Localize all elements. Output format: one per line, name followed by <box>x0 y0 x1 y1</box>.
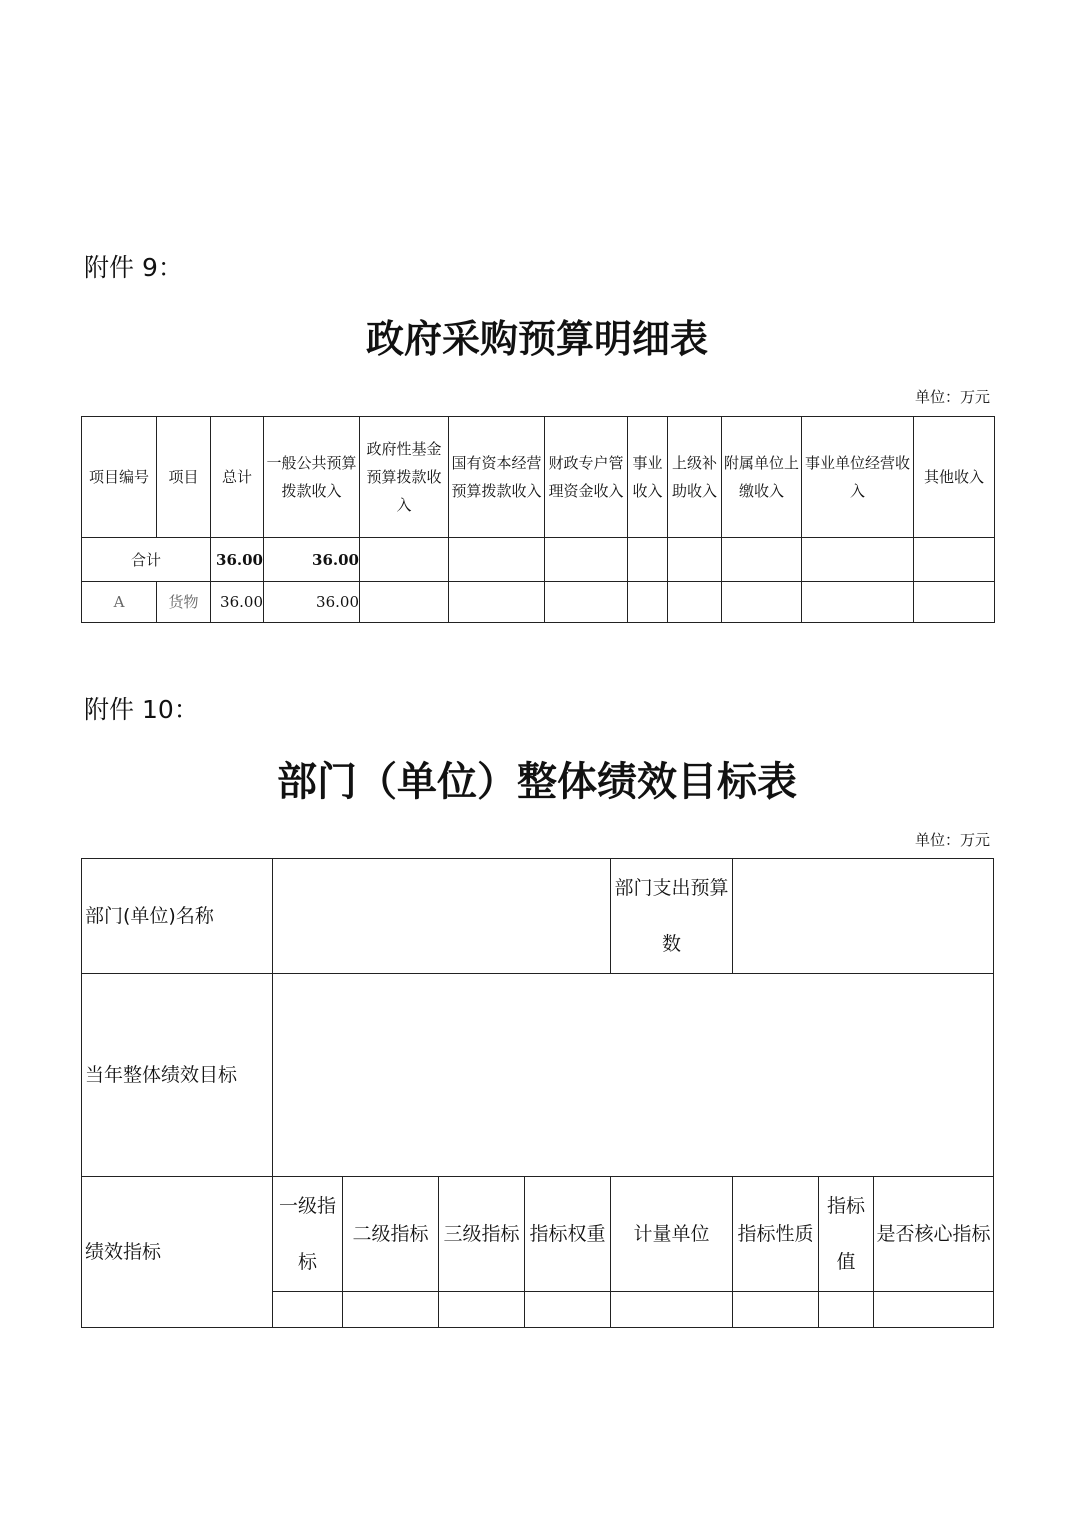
empty-cell <box>360 582 449 623</box>
indicator-header-cell: 是否核心指标 <box>874 1177 994 1292</box>
header-cell: 附属单位上缴收入 <box>722 417 802 538</box>
header-cell: 国有资本经营预算拨款收入 <box>449 417 545 538</box>
empty-cell <box>273 1292 343 1328</box>
header-cell: 总计 <box>211 417 264 538</box>
dept-name-value <box>273 859 611 974</box>
empty-cell <box>802 538 914 582</box>
dept-budget-label: 部门支出预算数 <box>611 859 733 974</box>
empty-cell <box>628 582 668 623</box>
empty-cell <box>545 582 628 623</box>
project-item-cell: 货物 <box>157 582 211 623</box>
total-sum-cell: 36.00 <box>211 538 264 582</box>
indicator-label: 绩效指标 <box>82 1177 273 1328</box>
empty-cell <box>449 582 545 623</box>
indicator-header-row <box>82 1177 994 1292</box>
empty-cell <box>545 538 628 582</box>
empty-cell <box>628 538 668 582</box>
attachment-10-label: 附件 10： <box>84 695 199 724</box>
annual-goal-row <box>82 974 994 1177</box>
indicator-header-cell: 一级指标 <box>273 1177 343 1292</box>
indicator-header-cell: 三级指标 <box>439 1177 525 1292</box>
empty-cell <box>611 1292 733 1328</box>
empty-cell <box>722 582 802 623</box>
procurement-table-title: 政府采购预算明细表 <box>365 316 708 361</box>
empty-cell <box>819 1292 874 1328</box>
dept-name-label: 部门(单位)名称 <box>82 859 273 974</box>
performance-table-title: 部门（单位）整体绩效目标表 <box>277 758 797 805</box>
header-cell: 上级补助收入 <box>668 417 722 538</box>
empty-cell <box>733 1292 819 1328</box>
row-general-budget-cell: 36.00 <box>264 582 360 623</box>
performance-goal-table <box>81 858 994 1328</box>
empty-cell <box>449 538 545 582</box>
indicator-header-cell: 指标值 <box>819 1177 874 1292</box>
total-row <box>82 538 995 582</box>
header-cell: 事业收入 <box>628 417 668 538</box>
header-cell: 项目编号 <box>82 417 157 538</box>
empty-cell <box>360 538 449 582</box>
annual-goal-value <box>273 974 994 1177</box>
unit-label-9: 单位：万元 <box>914 388 990 406</box>
header-cell: 政府性基金预算拨款收入 <box>360 417 449 538</box>
empty-cell <box>668 582 722 623</box>
empty-cell <box>914 538 995 582</box>
header-cell: 财政专户管理资金收入 <box>545 417 628 538</box>
table-header-row <box>82 417 995 538</box>
project-code-cell: A <box>82 582 157 623</box>
header-cell: 事业单位经营收入 <box>802 417 914 538</box>
attachment-9-label: 附件 9： <box>84 253 183 282</box>
dept-row <box>82 859 994 974</box>
empty-cell <box>668 538 722 582</box>
indicator-header-cell: 二级指标 <box>343 1177 439 1292</box>
indicator-header-cell: 指标性质 <box>733 1177 819 1292</box>
total-general-budget-cell: 36.00 <box>264 538 360 582</box>
empty-cell <box>439 1292 525 1328</box>
header-cell: 其他收入 <box>914 417 995 538</box>
empty-cell <box>343 1292 439 1328</box>
empty-cell <box>722 538 802 582</box>
procurement-budget-table <box>81 416 995 623</box>
indicator-header-cell: 指标权重 <box>525 1177 611 1292</box>
table-row <box>82 582 995 623</box>
indicator-header-cell: 计量单位 <box>611 1177 733 1292</box>
dept-budget-value <box>733 859 994 974</box>
empty-cell <box>874 1292 994 1328</box>
header-cell: 一般公共预算拨款收入 <box>264 417 360 538</box>
total-label: 合计 <box>82 538 211 582</box>
annual-goal-label: 当年整体绩效目标 <box>82 974 273 1177</box>
unit-label-10: 单位：万元 <box>914 831 990 849</box>
empty-cell <box>914 582 995 623</box>
header-cell: 项目 <box>157 417 211 538</box>
row-total-cell: 36.00 <box>211 582 264 623</box>
empty-cell <box>802 582 914 623</box>
empty-cell <box>525 1292 611 1328</box>
